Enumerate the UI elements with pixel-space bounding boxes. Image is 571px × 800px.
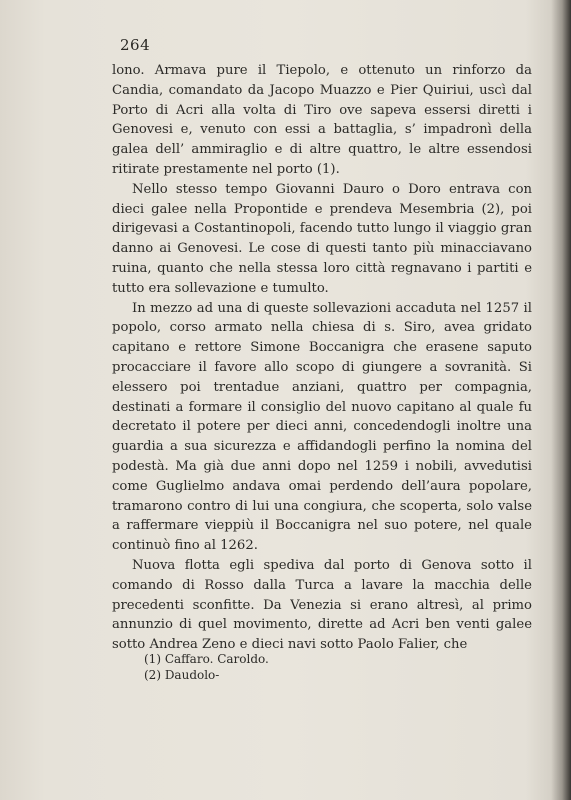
footnotes	[144, 651, 474, 683]
paragraph-4: Nuova flotta egli spediva dal porto di Genova sotto il comando di Rosso dalla Turca a lavare la macchia delle precedenti sconfitte. Da Venezia si erano altresì, al primo annunzio di quel movimento, dirette ad Acri ben venti galee sotto Andrea Zeno e dieci navi sotto Paolo Falier, che	[112, 557, 532, 653]
footnote-1: (1) Caffaro. Caroldo.	[144, 652, 269, 666]
paragraph-2: Nello stesso tempo Giovanni Dauro o Doro entrava con dieci galee nella Propontide e prendeva Mesembria (2), poi dirigevasi a Costantinopoli, facendo tutto lungo il viaggio gran danno ai Genovesi. Le cose di questi tanto più minacciavano ruina, quanto che nella stessa loro città regnavano i partiti e tutto era sollevazione e tumulto.	[112, 181, 532, 296]
body-text	[112, 61, 532, 655]
footnote-2: (2) Daudolo-	[144, 668, 220, 682]
page-number: 264	[120, 36, 151, 54]
paragraph-3: In mezzo ad una di queste sollevazioni accaduta nel 1257 il popolo, corso armato nella chiesa di s. Siro, avea gridato capitano e rettore Simone Boccanigra che erasene saputo procacciare il favore allo scopo di giungere a sovranità. Si elessero poi trentadue anziani, quattro per compagnia, destinati a formare il consiglio del nuovo capitano al quale fu decretato il potere per dieci anni, concedendogli inoltre una guardia a sua sicurezza e affidandogli perfino la nomina del podestà. Ma già due anni dopo nel 1259 i nobili, avvedutisi come Guglielmo andava omai perdendo dell’aura popolare, tramarono contro di lui una congiura, che scoperta, solo valse a raffermare vieppiù il Boccanigra nel suo potere, nel quale continuò fino al 1262.	[112, 300, 532, 554]
page-edge-shadow	[551, 0, 571, 800]
paragraph-1: lono. Armava pure il Tiepolo, e ottenuto un rinforzo da Candia, comandato da Jacopo Muazzo e Pier Quiriui, uscì dal Porto di Acri alla volta di Tiro ove sapeva essersi diretti i Genovesi e, venuto con essi a battaglia, s’ impadronì della galea dell’ ammiraglio e di altre quattro, le altre essendosi ritirate prestamente nel porto (1).	[112, 63, 532, 177]
